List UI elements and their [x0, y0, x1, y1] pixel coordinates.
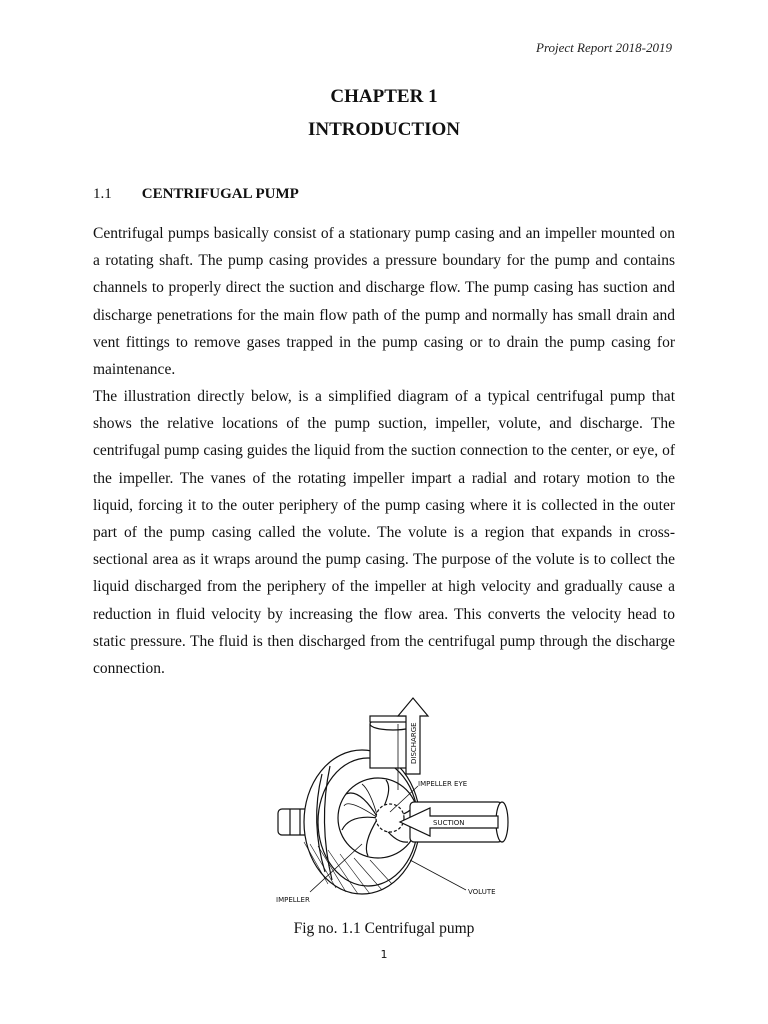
- page-number: 1: [380, 948, 388, 961]
- section-number: 1.1: [93, 186, 112, 202]
- volute-callout: [410, 860, 496, 896]
- section-heading: [93, 186, 299, 203]
- paragraph-2: The illustration directly below, is a simplified diagram of a typical centrifugal pump that shows the relative locations of the pump suction, impeller, volute, and discharge. The centrifugal pump casing guides the liquid from the suction connection to the center, or eye, of the impeller. The vanes of the rotating impeller impart a radial and rotary motion to the liquid, forcing it to the outer periphery of the pump casing where it is collected in the outer part of the pump casing called the volute. The volute is a region that expands in cross-sectional area as it wraps around the pump casing. The purpose of the volute is to collect the liquid discharged from the periphery of the impeller at high velocity and gradually cause a reduction in fluid velocity by increasing the flow area. This converts the velocity head to static pressure. The fluid is then discharged from the centrifugal pump through the discharge connection.: [93, 388, 675, 678]
- chapter-title: INTRODUCTION: [307, 119, 461, 140]
- header-note: Project Report 2018-2019: [536, 40, 672, 55]
- paragraph-1: Centrifugal pumps basically consist of a stationary pump casing and an impeller mounted on a rotating shaft. The pump casing provides a pressure boundary for the pump and contains channels to properly direct the suction and discharge flow. The pump casing has suction and discharge penetrations for the main flow path of the pump and normally has small drain and vent fittings to remove gases trapped in the pump casing or to drain the pump casing for maintenance.: [93, 225, 675, 379]
- figure-caption: Fig no. 1.1 Centrifugal pump: [293, 920, 475, 937]
- impeller-label: IMPELLER: [276, 896, 310, 904]
- section-title: CENTRIFUGAL PUMP: [141, 186, 299, 202]
- chapter-number: CHAPTER 1: [330, 86, 438, 107]
- suction-label: SUCTION: [433, 819, 465, 827]
- impeller-eye-label: IMPELLER EYE: [418, 780, 468, 788]
- discharge-label: DISCHARGE: [410, 722, 418, 764]
- pump-diagram: [270, 694, 510, 912]
- impeller: [338, 778, 418, 858]
- volute-label: VOLUTE: [468, 888, 496, 896]
